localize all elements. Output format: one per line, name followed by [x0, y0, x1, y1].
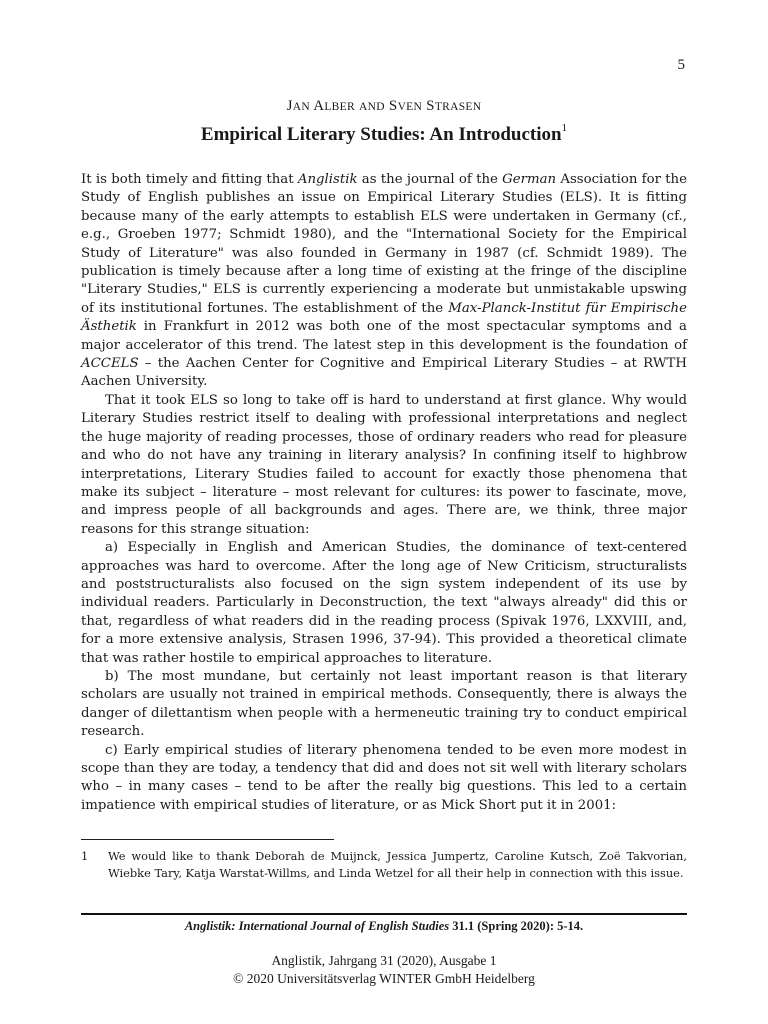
journal-details: 31.1 (Spring 2020): 5-14.: [449, 919, 584, 933]
author-1-initial: J: [286, 98, 293, 114]
issue-line: Anglistik, Jahrgang 31 (2020), Ausgabe 1: [271, 953, 497, 968]
author-1-last-rest: LBER: [324, 101, 355, 113]
p1-text-1: It is both timely and fitting that: [81, 172, 298, 187]
p1-italic-anglistik: Anglistik: [297, 172, 358, 187]
p1-italic-accels: ACCELS: [81, 356, 139, 372]
page-number: 5: [677, 57, 685, 73]
footnote-text: We would like to thank Deborah de Muijnck, Jessica Jumpertz, Caroline Kutsch, Zoë Takvorian, Wiebke Tary, Katja Warstat-Willms, and Linda Wetzel for all their help in connection with this issue.: [108, 849, 687, 880]
p1-text-3: Association for the Study of English publishes an issue on Empirical Literary Studies (ELS). It is fitting because many of the early attempts to establish ELS were undertaken in Germany (cf., e.g., Groeben 1977; Schmidt 1980), and the "International Society for the Empirical Study of Literature" was also founded in Germany in 1987 (cf. Schmidt 1989). The publication is timely because after a long time of existing at the fringe of the discipline "Literary Studies," ELS is currently experiencing a moderate but unmistakable upswing of its institutional fortunes. The establishment of the: [81, 172, 687, 316]
p1-text-5: – the Aachen Center for Cognitive and Empirical Literary Studies – at RWTH Aachen University.: [81, 356, 687, 390]
article-title: [0, 124, 768, 146]
footnote-divider: [81, 839, 334, 840]
journal-citation: [0, 919, 768, 934]
paragraph-2: That it took ELS so long to take off is hard to understand at first glance. Why would Literary Studies restrict itself to dealing with professional interpretations and neglect the huge majority of reading processes, those of ordinary readers who read for pleasure and who do not have any training in literary analysis? In confining itself to highbrow interpretations, Literary Studies failed to account for exactly those phenomena that make its subject – literature – most relevant for cultures: its power to fascinate, move, and impress people of all backgrounds and ages. There are, we think, three major reasons for this strange situation:: [81, 392, 687, 537]
author-2-first-rest: VEN: [397, 101, 423, 113]
author-1-last-initial: A: [313, 98, 325, 114]
p1-italic-german: German: [502, 172, 557, 187]
paragraph-1: [81, 171, 687, 392]
title-text: Empirical Literary Studies: An Introduction: [200, 124, 562, 145]
footnote-1: [81, 848, 687, 882]
journal-divider: [81, 913, 687, 915]
authors-line: [0, 98, 768, 115]
paragraph-3: a) Especially in English and American Studies, the dominance of text-centered approaches was hard to overcome. After the long age of New Criticism, structuralists and poststructuralists also focused on the sign system independent of its use by individual readers. Particularly in Deconstruction, the text "always already" did this or that, regardless of what readers did in the reading process (Spivak 1976, LXXVIII, and, for a more extensive analysis, Strasen 1996, 37-94). This provided a theoretical climate that was rather hostile to empirical approaches to literature.: [81, 540, 687, 666]
title-footnote-marker[interactable]: 1: [561, 122, 568, 134]
copyright-line: © 2020 Universitätsverlag WINTER GmbH Heidelberg: [233, 971, 535, 986]
paragraph-5: c) Early empirical studies of literary phenomena tended to be even more modest in scope than they are today, a tendency that did and does not sit well with literary scholars who – in many cases – tend to be after the really big questions. This led to a certain impatience with empirical studies of literature, or as Mick Short put it in 2001:: [81, 742, 687, 813]
journal-name: Anglistik: International Journal of English Studies: [184, 919, 450, 933]
article-body: [81, 171, 687, 815]
author-2-last-initial: S: [426, 98, 435, 114]
p1-text-4: in Frankfurt in 2012 was both one of the most spectacular symptoms and a major accelerator of this trend. The latest step in this development is the foundation of: [81, 319, 687, 353]
paragraph-4: b) The most mundane, but certainly not least important reason is that literary scholars are usually not trained in empirical methods. Consequently, there is always the danger of dilettantism when people with a hermeneutic training try to conduct empirical research.: [81, 668, 687, 740]
p1-text-2: as the journal of the: [357, 172, 503, 187]
footnote-number: 1: [81, 849, 89, 863]
p1-italic-max-planck: Max-Planck-Institut für Empirische Ästhetik: [81, 300, 687, 335]
author-2-last-rest: TRASEN: [434, 101, 482, 113]
author-2-initial: S: [388, 98, 398, 114]
author-1-first-rest: AN: [292, 101, 310, 113]
author-connector: AND: [359, 101, 385, 113]
